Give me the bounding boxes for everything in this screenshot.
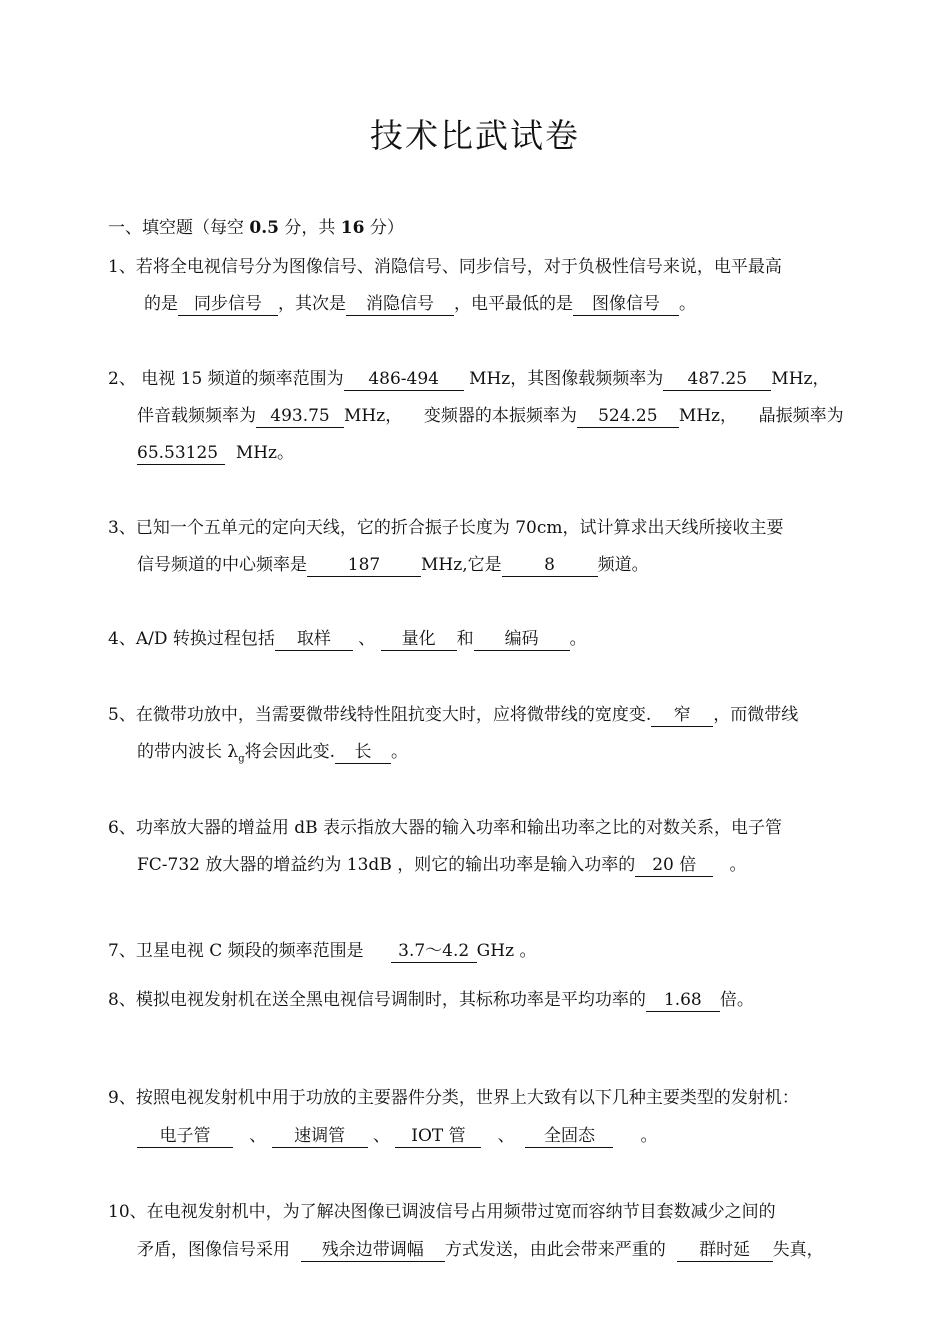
answer-blank: 长 [335,741,391,764]
question-4: 4、A/D 转换过程包括 取样 、 量化 和 编码 。 [108,629,587,649]
question-9-line-1: 9、按照电视发射机中用于功放的主要器件分类，世界上大致有以下几种主要类型的发射机： [108,1088,799,1108]
question-5-line-2: 的带内波长 $\lambda_g$将会因此变. 长 。 [137,742,408,765]
answer-blank: IOT 管 [395,1125,481,1148]
question-5-line-1: 5、在微带功放中，当需要微带线特性阻抗变大时，应将微带线的宽度变. 窄 ，而微带线 [108,705,799,725]
points-each: 0.5 [249,218,279,238]
answer-blank: 编码 [474,628,570,651]
question-7: 7、卫星电视 C 频段的频率范围是 3.7～4.2 GHz 。 [108,941,537,961]
answer-blank: 群时延 [677,1239,773,1262]
answer-blank: 20 倍 [635,854,713,877]
answer-blank: 量化 [381,628,457,651]
question-2-line-1: 2、 电视 15 频道的频率范围为 486-494 MHz，其图像载频频率为 487.25 MHz， [108,369,830,389]
question-1-line-1: 1、若将全电视信号分为图像信号、消隐信号、同步信号，对于负极性信号来说，电平最高 [108,257,782,277]
answer-blank: 3.7～4.2 [391,940,477,963]
answer-blank: 电子管 [137,1125,233,1148]
answer-blank: 残余边带调幅 [301,1239,445,1262]
answer-blank: 速调管 [272,1125,368,1148]
answer-blank: 图像信号 [573,293,679,316]
answer-blank: 486-494 [344,368,464,391]
question-6-line-2: FC-732 放大器的增益约为 13dB ，则它的输出功率是输入功率的 20 倍 。 [137,855,747,875]
answer-blank: 65.53125 [137,442,225,465]
question-10-line-2: 矛盾，图像信号采用 残余边带调幅 方式发送，由此会带来严重的 群时延 失真， [137,1240,824,1260]
question-8: 8、模拟电视发射机在送全黑电视信号调制时，其标称功率是平均功率的 1.68 倍。 [108,990,754,1010]
answer-blank: 487.25 [663,368,771,391]
question-6-line-1: 6、功率放大器的增益用 dB 表示指放大器的输入功率和输出功率之比的对数关系，电子管 [108,818,782,838]
section-header: 一、填空题（每空 0.5 分，共 16 分） [108,218,404,238]
question-10-line-1: 10、在电视发射机中，为了解决图像已调波信号占用频带过宽而容纳节目套数减少之间的 [108,1202,776,1222]
answer-blank: 524.25 [577,405,679,428]
question-3-line-1: 3、已知一个五单元的定向天线，它的折合振子长度为 70cm，试计算求出天线所接收主要 [108,518,784,538]
answer-blank: 全固态 [525,1125,613,1148]
answer-blank: 1.68 [646,989,720,1012]
answer-blank: 窄 [651,704,713,727]
question-3-line-2: 信号频道的中心频率是 187 MHz,它是 8 频道。 [137,555,649,575]
question-2-line-3: 65.53125 MHz。 [137,443,295,463]
question-1-line-2: 的是 同步信号 ，其次是 消隐信号 ，电平最低的是 图像信号 。 [144,294,696,314]
answer-blank: 187 [307,554,421,577]
answer-blank: 493.75 [256,405,344,428]
answer-blank: 8 [502,554,598,577]
page-title: 技术比武试卷 [370,116,580,155]
question-9-line-2: 电子管 、 速调管 、 IOT 管 、 全固态 。 [137,1123,658,1149]
answer-blank: 消隐信号 [346,293,454,316]
answer-blank: 同步信号 [178,293,278,316]
answer-blank: 取样 [275,628,353,651]
question-2-line-2: 伴音载频频率为 493.75 MHz， 变频器的本振频率为 524.25 MHz， 晶振频率为 [137,406,844,426]
points-total: 16 [340,218,365,238]
subscript-g: g [238,753,245,765]
